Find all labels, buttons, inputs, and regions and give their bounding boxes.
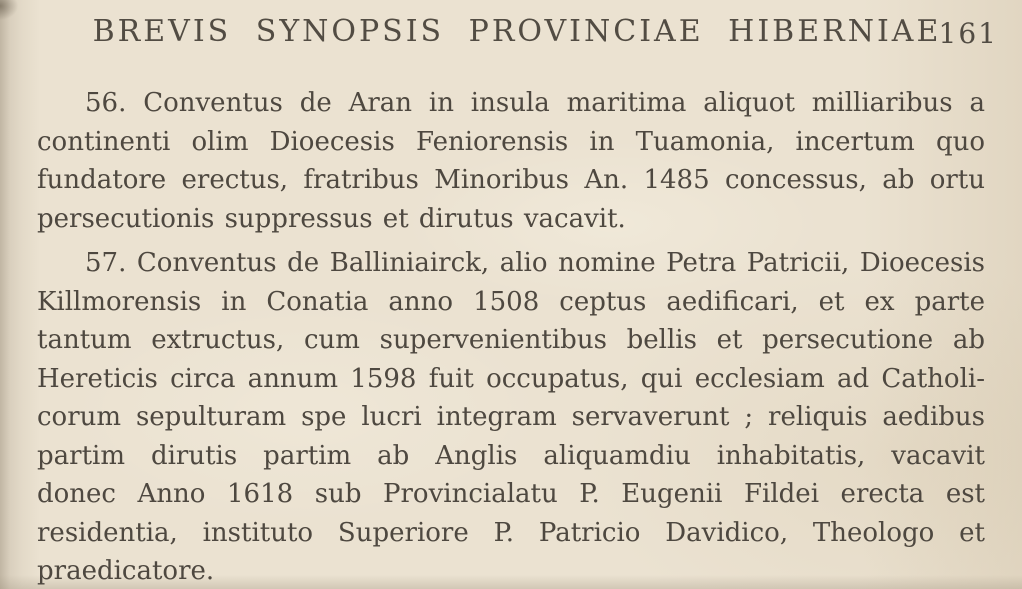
text-line: persecutionis suppressus et dirutus vacavit. (37, 203, 626, 234)
text-line: praedicatore. (37, 556, 215, 586)
page-number: 161 (938, 17, 998, 50)
text-line: donec Anno 1618 sub Provincialatu P. Eugenii Fildei erecta est (37, 479, 985, 509)
text-line: corum sepulturam spe lucri integram servaverunt ; reliquis aedibus (37, 402, 985, 432)
running-header (0, 14, 1022, 54)
text-line: Hereticis circa annum 1598 fuit occupatus, qui ecclesiam ad Catholi- (37, 363, 985, 394)
text-line: residentia, instituto Superiore P. Patricio Davidico, Theologo et (37, 517, 985, 548)
paragraph-56 (37, 84, 985, 238)
page-title: BREVIS SYNOPSIS PROVINCIAE HIBERNIAE (92, 14, 942, 49)
text-line: tantum extructus, cum supervenientibus bellis et persecutione ab (37, 325, 985, 355)
text-line: fundatore erectus, fratribus Minoribus An. 1485 concessus, ab ortu (37, 165, 985, 195)
text-line: partim dirutis partim ab Anglis aliquamdiu inhabitatis, vacavit (37, 440, 985, 471)
paragraph-57 (37, 244, 985, 589)
body-text (37, 84, 985, 589)
text-line: 57. Conventus de Balliniairck, alio nomine Petra Patricii, Dioecesis (85, 248, 985, 278)
text-line: 56. Conventus de Aran in insula maritima aliquot milliaribus a (85, 88, 985, 118)
text-line: Killmorensis in Conatia anno 1508 ceptus aedificari, et ex parte (37, 286, 985, 317)
text-line: continenti olim Dioecesis Feniorensis in Tuamonia, incertum quo (37, 126, 985, 157)
